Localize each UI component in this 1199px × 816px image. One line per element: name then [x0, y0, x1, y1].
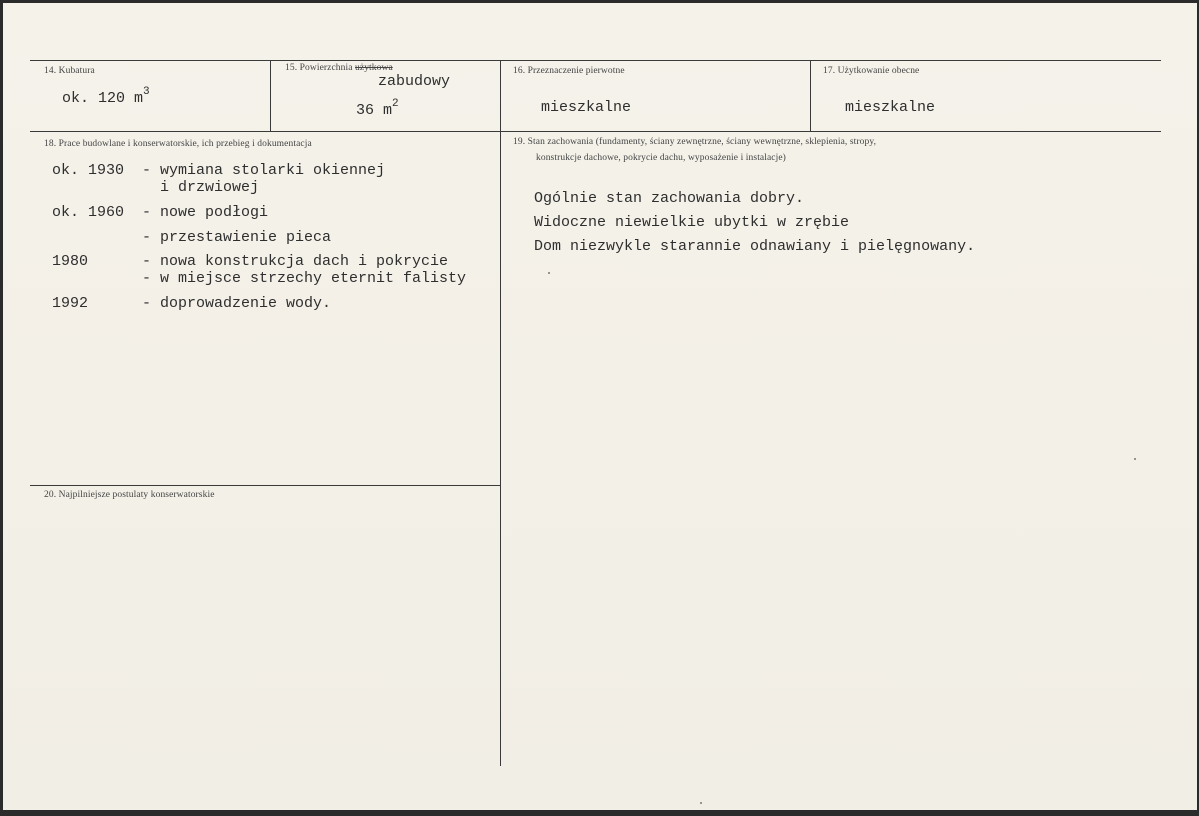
stan-line: Ogólnie stan zachowania dobry.	[534, 190, 805, 207]
prace-date: 1980	[52, 253, 89, 270]
powierzchnia-type-word: zabudowy	[378, 73, 451, 90]
prace-text: wymiana stolarki okiennej	[160, 162, 386, 179]
card-border-bottom	[0, 810, 1199, 816]
stan-line: Dom niezwykle starannie odnawiany i pielęgnowany.	[534, 238, 976, 255]
postulaty-label: 20. Najpilniejsze postulaty konserwatorskie	[44, 490, 215, 500]
prace-text: nowa konstrukcja dach i pokrycie	[160, 253, 449, 270]
paper-speck	[548, 272, 550, 274]
col-divider-2	[500, 60, 501, 766]
powierzchnia-label-struck: użytkowa	[355, 63, 393, 73]
prace-dash: -	[142, 295, 152, 312]
powierzchnia-label	[285, 63, 393, 73]
paper-speck	[1134, 458, 1136, 460]
uzytkowanie-label: 17. Użytkowanie obecne	[823, 66, 920, 76]
paper-speck	[700, 802, 702, 804]
przeznaczenie-value: mieszkalne	[541, 99, 632, 116]
prace-text: i drzwiowej	[160, 179, 260, 196]
kubatura-number: ok. 120 m	[62, 90, 144, 107]
kubatura-unit-exponent: 3	[143, 86, 150, 98]
card-border-left	[0, 0, 3, 816]
kubatura-value	[62, 86, 150, 107]
prace-date: ok. 1960	[52, 204, 125, 221]
row-divider-middle	[30, 131, 1161, 132]
prace-text: doprowadzenie wody.	[160, 295, 332, 312]
stan-line: Widoczne niewielkie ubytki w zrębie	[534, 214, 850, 231]
powierzchnia-number: 36 m	[356, 102, 393, 119]
prace-dash: -	[142, 162, 152, 179]
prace-dash: -	[142, 229, 152, 246]
stan-label-line1: 19. Stan zachowania (fundamenty, ściany zewnętrzne, ściany wewnętrzne, sklepienia, stropy,	[513, 137, 877, 147]
powierzchnia-unit-exponent: 2	[392, 98, 399, 110]
powierzchnia-label-prefix: 15. Powierzchnia	[285, 63, 356, 73]
uzytkowanie-value: mieszkalne	[845, 99, 936, 116]
prace-dash: -	[142, 253, 152, 270]
prace-dash: -	[142, 270, 152, 287]
row-divider-top	[30, 60, 1161, 61]
col-divider-3	[810, 60, 811, 131]
kubatura-label: 14. Kubatura	[44, 66, 95, 76]
prace-date: 1992	[52, 295, 89, 312]
prace-text: w miejsce strzechy eternit falisty	[160, 270, 467, 287]
card-border-top	[0, 0, 1199, 3]
prace-date: ok. 1930	[52, 162, 125, 179]
row-divider-left-lower	[30, 485, 500, 486]
prace-label: 18. Prace budowlane i konserwatorskie, ich przebieg i dokumentacja	[44, 139, 312, 149]
col-divider-1	[270, 60, 271, 131]
prace-dash: -	[142, 204, 152, 221]
stan-label-line2: konstrukcje dachowe, pokrycie dachu, wyposażenie i instalacje)	[536, 153, 786, 163]
prace-text: przestawienie pieca	[160, 229, 332, 246]
prace-text: nowe podłogi	[160, 204, 269, 221]
przeznaczenie-label: 16. Przeznaczenie pierwotne	[513, 66, 625, 76]
powierzchnia-value	[356, 98, 399, 119]
